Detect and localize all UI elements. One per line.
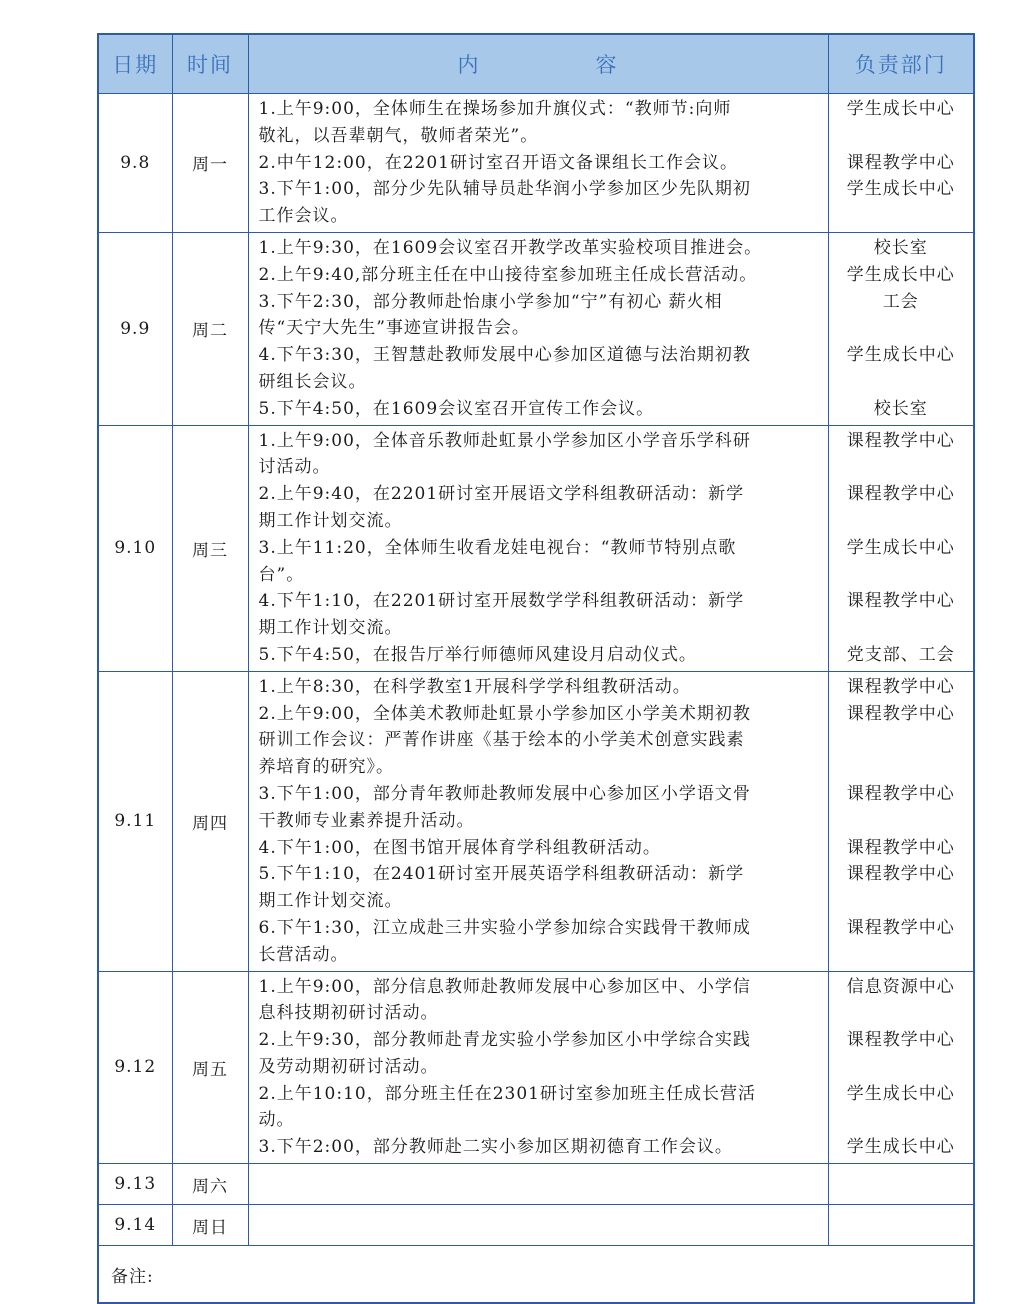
table-row	[98, 671, 974, 971]
content-line: 息科技期初研讨活动。	[258, 1003, 439, 1024]
dept-line: 学生成长中心	[846, 1083, 955, 1104]
content-line: 讨活动。	[258, 457, 331, 478]
content-line: 研训工作会议：严菁作讲座《基于绘本的小学美术创意实践素	[258, 730, 745, 751]
content-line: 传“天宁大先生”事迹宣讲报告会。	[258, 318, 530, 339]
row-day: 周日	[172, 1205, 248, 1246]
dept-line: 课程教学中心	[846, 484, 955, 505]
dept-line: 课程教学中心	[846, 783, 955, 804]
header-dept: 负责部门	[828, 34, 974, 94]
row-dept	[828, 1205, 974, 1246]
content-line: 期工作计划交流。	[258, 618, 403, 639]
content-line: 3.下午1:00，部分少先队辅导员赴华润小学参加区少先队期初	[258, 179, 751, 200]
content-line: 2.中午12:00，在2201研讨室召开语文备课组长工作会议。	[258, 152, 738, 173]
content-line: 2.上午9:00，全体美术教师赴虹景小学参加区小学美术期初教	[258, 703, 751, 724]
dept-line	[829, 508, 974, 535]
dept-line: 课程教学中心	[846, 864, 955, 885]
table-row	[98, 971, 974, 1164]
dept-line	[829, 315, 974, 342]
content-line: 2.上午9:40,部分班主任在中山接待室参加班主任成长营活动。	[258, 264, 758, 285]
row-content	[248, 971, 828, 1164]
content-line: 动。	[258, 1110, 295, 1131]
content-line: 研组长会议。	[258, 371, 367, 392]
dept-line	[829, 888, 974, 915]
content-line: 1.上午8:30，在科学教室1开展科学学科组教研活动。	[258, 676, 691, 697]
table-header-row	[98, 34, 974, 94]
dept-line	[829, 369, 974, 396]
content-line: 2.上午9:30，部分教师赴青龙实验小学参加区小中学综合实践	[258, 1030, 751, 1051]
content-line: 4.下午1:10，在2201研讨室开展数学学科组教研活动：新学	[258, 591, 745, 612]
row-dept	[828, 232, 974, 425]
content-line: 及劳动期初研讨活动。	[258, 1056, 439, 1077]
note-row	[98, 1246, 974, 1304]
row-date: 9.11	[98, 671, 172, 971]
content-line: 敬礼，以吾辈朝气，敬师者荣光”。	[258, 125, 539, 146]
dept-line: 课程教学中心	[846, 837, 955, 858]
dept-line: 课程教学中心	[846, 676, 955, 697]
row-content	[248, 1164, 828, 1205]
dept-line	[829, 123, 974, 150]
dept-line: 学生成长中心	[846, 99, 955, 119]
dept-line: 课程教学中心	[846, 591, 955, 612]
content-line: 5.下午1:10，在2401研讨室开展英语学科组教研活动：新学	[258, 864, 745, 885]
row-dept	[828, 1164, 974, 1205]
content-line: 1.上午9:00，全体师生在操场参加升旗仪式：“教师节:向师	[258, 99, 732, 119]
dept-line: 课程教学中心	[846, 152, 955, 173]
table-row	[98, 232, 974, 425]
dept-line: 党支部、工会	[846, 644, 955, 665]
dept-line: 课程教学中心	[846, 703, 955, 724]
dept-line	[829, 727, 974, 754]
content-line: 期工作计划交流。	[258, 891, 403, 912]
content-line: 3.下午2:00，部分教师赴二实小参加区期初德育工作会议。	[258, 1137, 733, 1158]
dept-line: 课程教学中心	[846, 917, 955, 938]
row-dept	[828, 94, 974, 233]
row-day: 周五	[172, 971, 248, 1164]
note-label: 备注:	[98, 1246, 974, 1304]
row-day: 周四	[172, 671, 248, 971]
dept-line: 课程教学中心	[846, 430, 955, 451]
dept-line: 学生成长中心	[846, 345, 955, 366]
content-line: 1.上午9:00，全体音乐教师赴虹景小学参加区小学音乐学科研	[258, 430, 751, 451]
row-day: 周六	[172, 1164, 248, 1205]
dept-line	[829, 615, 974, 642]
dept-line	[829, 203, 974, 230]
dept-line: 学生成长中心	[846, 537, 955, 558]
content-line: 1.上午9:30，在1609会议室召开教学改革实验校项目推进会。	[258, 237, 763, 258]
dept-line	[829, 754, 974, 781]
row-date: 9.10	[98, 425, 172, 671]
row-date: 9.13	[98, 1164, 172, 1205]
dept-line: 信息资源中心	[846, 976, 955, 997]
schedule-body	[98, 94, 974, 1304]
content-line: 1.上午9:00，部分信息教师赴教师发展中心参加区中、小学信	[258, 976, 751, 997]
content-line: 长营活动。	[258, 944, 349, 965]
dept-line	[829, 808, 974, 835]
dept-line: 课程教学中心	[846, 1030, 955, 1051]
row-dept	[828, 971, 974, 1164]
content-line: 工作会议。	[258, 206, 349, 227]
content-line: 4.下午1:00，在图书馆开展体育学科组教研活动。	[258, 837, 661, 858]
row-date: 9.8	[98, 94, 172, 233]
header-date: 日期	[98, 34, 172, 94]
dept-line: 学生成长中心	[846, 179, 955, 200]
content-line: 5.下午4:50，在1609会议室召开宣传工作会议。	[258, 398, 655, 419]
dept-line: 校长室	[873, 398, 928, 419]
dept-line: 学生成长中心	[846, 264, 955, 285]
dept-line	[829, 942, 974, 969]
row-content	[248, 425, 828, 671]
dept-line: 学生成长中心	[846, 1137, 955, 1158]
row-day: 周一	[172, 94, 248, 233]
row-date: 9.9	[98, 232, 172, 425]
dept-line	[829, 454, 974, 481]
content-line: 3.下午1:00，部分青年教师赴教师发展中心参加区小学语文骨	[258, 783, 751, 804]
table-row	[98, 1164, 974, 1205]
content-line: 4.下午3:30，王智慧赴教师发展中心参加区道德与法治期初教	[258, 345, 751, 366]
table-row	[98, 425, 974, 671]
content-line: 3.下午2:30，部分教师赴怡康小学参加“宁”有初心 薪火相	[258, 291, 723, 312]
dept-line	[829, 562, 974, 589]
header-time: 时间	[172, 34, 248, 94]
row-dept	[828, 671, 974, 971]
content-line: 养培育的研究》。	[258, 757, 394, 778]
content-line: 3.上午11:20，全体师生收看龙娃电视台：“教师节特别点歌	[258, 537, 737, 558]
dept-line: 工会	[882, 291, 919, 312]
row-dept	[828, 425, 974, 671]
dept-line	[829, 1000, 974, 1027]
header-content: 内 容	[248, 34, 828, 94]
content-line: 干教师专业素养提升活动。	[258, 810, 475, 831]
content-line: 2.上午10:10，部分班主任在2301研讨室参加班主任成长营活	[258, 1083, 756, 1104]
row-date: 9.12	[98, 971, 172, 1164]
row-content	[248, 1205, 828, 1246]
row-date: 9.14	[98, 1205, 172, 1246]
dept-line	[829, 1054, 974, 1081]
dept-line	[829, 1107, 974, 1134]
content-line: 5.下午4:50，在报告厅举行师德师风建设月启动仪式。	[258, 644, 697, 665]
weekly-schedule-table	[97, 33, 975, 1304]
content-line: 台”。	[258, 564, 305, 585]
table-row	[98, 94, 974, 233]
content-line: 期工作计划交流。	[258, 510, 403, 531]
row-content	[248, 94, 828, 233]
dept-line: 校长室	[873, 237, 928, 258]
row-content	[248, 232, 828, 425]
content-line: 6.下午1:30，江立成赴三井实验小学参加综合实践骨干教师成	[258, 917, 751, 938]
row-content	[248, 671, 828, 971]
row-day: 周三	[172, 425, 248, 671]
content-line: 2.上午9:40，在2201研讨室开展语文学科组教研活动：新学	[258, 484, 745, 505]
row-day: 周二	[172, 232, 248, 425]
table-row	[98, 1205, 974, 1246]
